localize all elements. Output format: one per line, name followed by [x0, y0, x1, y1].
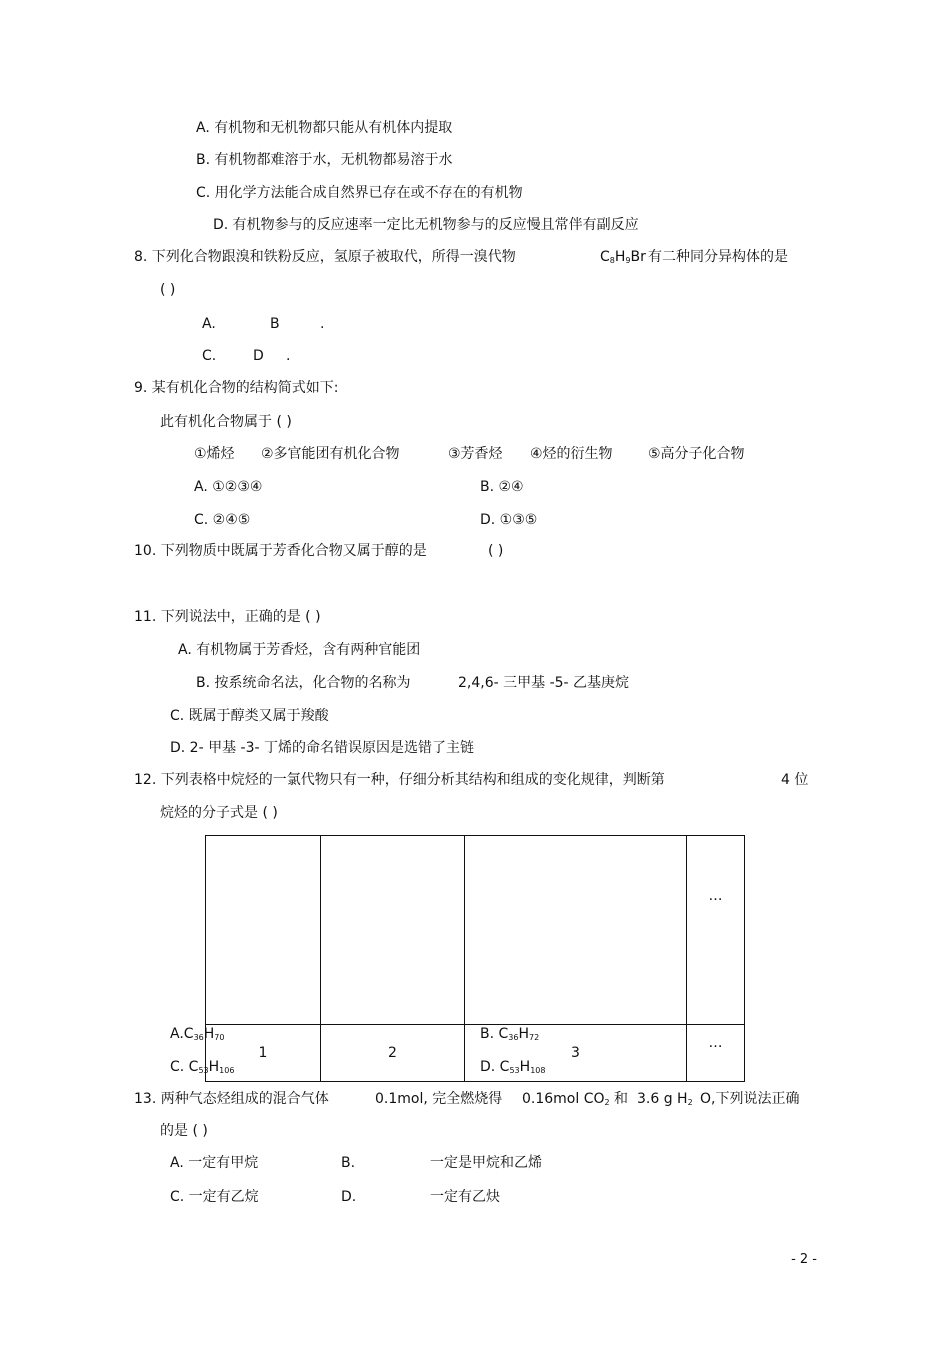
q13-stem-tail: O,下列说法正确 [700, 1091, 800, 1107]
q9-question: 此有机化合物属于 ( ) [160, 414, 292, 430]
q9-item-4: ④烃的衍生物 [530, 446, 613, 462]
q8-dot-1: . [320, 316, 325, 332]
q12-option-a: $A.C_{36}H_{70}$ [170, 1026, 225, 1042]
q9-option-b: B. ②④ [480, 479, 524, 495]
q12-stem-2: 烷烃的分子式是 ( ) [160, 805, 278, 821]
q9-stem: 9. 某有机化合物的结构简式如下: [134, 380, 339, 396]
q13-stem: 13. 两种气态烃组成的混合气体 [134, 1091, 329, 1107]
structure-cell-1 [206, 836, 321, 1025]
q12-option-c: C. $C_{53}H_{106}$ [170, 1059, 235, 1075]
q13-option-b-label: B. [341, 1155, 356, 1171]
structure-cell-3 [465, 836, 687, 1025]
q9-option-d: D. ①③⑤ [480, 512, 538, 528]
q13-h2o: 3.6 g $H_2$ [637, 1091, 693, 1107]
q13-amount: 0.1mol, 完全燃烧得 [375, 1091, 503, 1107]
q12-stem: 12. 下列表格中烷烃的一氯代物只有一种，仔细分析其结构和组成的变化规律，判断第 [134, 772, 665, 788]
structure-cell-ellipsis: … [687, 836, 745, 1025]
number-cell-1: 1 [206, 1025, 321, 1082]
q8-option-a: A. [202, 316, 216, 332]
alkane-series-table [205, 835, 745, 1082]
q13-option-b: 一定是甲烷和乙烯 [430, 1155, 542, 1171]
q11-option-b: B. 按系统命名法，化合物的名称为 [196, 675, 411, 691]
q7-option-a: A. 有机物和无机物都只能从有机体内提取 [196, 120, 453, 136]
page-number: - 2 - [791, 1252, 817, 1267]
q7-option-d: D. 有机物参与的反应速率一定比无机物参与的反应慢且常伴有副反应 [213, 217, 639, 233]
q8-dot-2: . [286, 348, 291, 364]
q13-option-c: C. 一定有乙烷 [170, 1189, 259, 1205]
q10-paren: ( ) [488, 543, 504, 559]
q8-option-b: B [270, 316, 280, 332]
q7-option-b: B. 有机物都难溶于水，无机物都易溶于水 [196, 152, 453, 168]
q12-stem-number: 4 位 [781, 772, 809, 788]
q8-stem: 8. 下列化合物跟溴和铁粉反应，氢原子被取代，所得一溴代物 [134, 249, 516, 265]
q11-stem: 11. 下列说法中，正确的是 ( ) [134, 609, 321, 625]
q8-stem-tail: 有二种同分异构体的是 [648, 249, 788, 265]
structure-cell-2 [321, 836, 465, 1025]
q12-option-d: D. $C_{53}H_{108}$ [480, 1059, 546, 1075]
q10-stem: 10. 下列物质中既属于芳香化合物又属于醇的是 [134, 543, 427, 559]
number-cell-ellipsis: … [687, 1025, 745, 1082]
q9-item-5: ⑤高分子化合物 [648, 446, 745, 462]
table-row-structures [206, 836, 745, 1025]
number-cell-3: 3 [465, 1025, 687, 1082]
q8-option-c: C. [202, 348, 217, 364]
q8-option-d: D [253, 348, 264, 364]
q12-option-b: B. $C_{36}H_{72}$ [480, 1026, 540, 1042]
q8-paren: ( ) [160, 282, 176, 298]
q9-item-3: ③芳香烃 [448, 446, 503, 462]
q7-option-c: C. 用化学方法能合成自然界已存在或不存在的有机物 [196, 185, 523, 201]
q13-co2: 0.16mol $CO_2$ [522, 1091, 610, 1107]
number-cell-2: 2 [321, 1025, 465, 1082]
q13-option-d: 一定有乙炔 [430, 1189, 500, 1205]
q9-option-c: C. ②④⑤ [194, 512, 251, 528]
q11-option-a: A. 有机物属于芳香烃，含有两种官能团 [178, 642, 421, 658]
q11-option-d: D. 2- 甲基 -3- 丁烯的命名错误原因是选错了主链 [170, 740, 474, 756]
q11-option-c: C. 既属于醇类又属于羧酸 [170, 708, 329, 724]
q8-formula: $C_8H_9Br$ [600, 249, 646, 265]
q9-item-1: ①烯烃 [194, 446, 235, 462]
q11-option-b-name: 2,4,6- 三甲基 -5- 乙基庚烷 [458, 675, 630, 691]
q13-stem-2: 的是 ( ) [160, 1123, 208, 1139]
q13-option-a: A. 一定有甲烷 [170, 1155, 259, 1171]
q13-and: 和 [614, 1091, 628, 1107]
table-row-numbers [206, 1025, 745, 1082]
q13-option-d-label: D. [341, 1189, 357, 1205]
q9-item-2: ②多官能团有机化合物 [261, 446, 400, 462]
q9-option-a: A. ①②③④ [194, 479, 263, 495]
